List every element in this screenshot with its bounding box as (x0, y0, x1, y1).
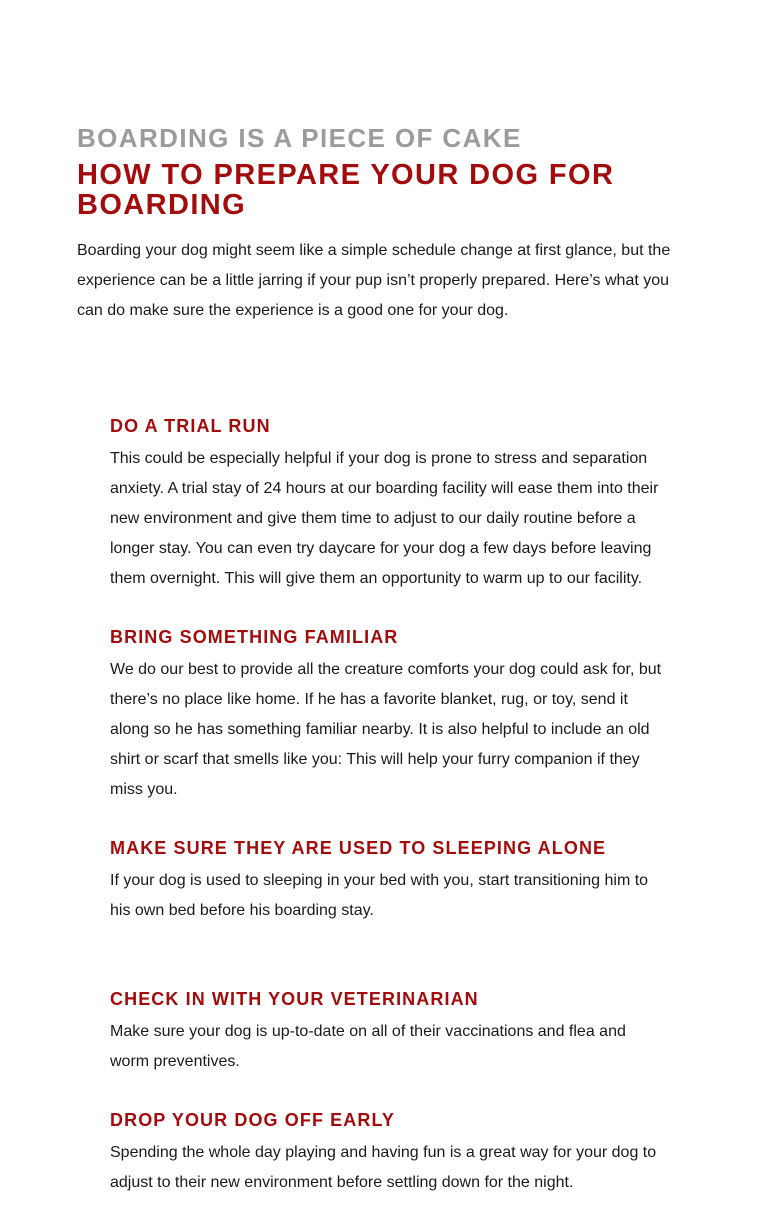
tip-sleeping-alone (110, 834, 666, 926)
page-eyebrow: BOARDING IS A PIECE OF CAKE (77, 123, 522, 153)
tips-list (110, 412, 666, 1198)
tip-check-veterinarian (110, 985, 666, 1077)
tip-heading: CHECK IN WITH YOUR VETERINARIAN (110, 989, 479, 1009)
page-title: HOW TO PREPARE YOUR DOG FOR BOARDING (77, 159, 615, 221)
tip-heading: DO A TRIAL RUN (110, 416, 271, 436)
intro-paragraph: Boarding your dog might seem like a simple schedule change at first glance, but the experience can be a little jarring if your pup isn’t properly prepared. Here’s what you can do make sure the experience is a good one for your dog. (77, 242, 671, 319)
tip-bring-something-familiar (110, 623, 666, 805)
tip-trial-run (110, 412, 666, 594)
intro-section (77, 122, 677, 326)
tip-drop-off-early (110, 1106, 666, 1198)
tip-heading: DROP YOUR DOG OFF EARLY (110, 1110, 396, 1130)
tip-heading: MAKE SURE THEY ARE USED TO SLEEPING ALONE (110, 838, 607, 858)
tip-body: This could be especially helpful if your dog is prone to stress and separation anxiety. A trial stay of 24 hours at our boarding facility will ease them into their new environment and give them time to adjust to our daily routine before a longer stay. You can even try daycare for your dog a few days before leaving them overnight. This will give them an opportunity to warm up to our facility. (110, 450, 659, 587)
tip-body: Spending the whole day playing and having fun is a great way for your dog to adjust to their new environment before settling down for the night. (110, 1144, 657, 1191)
tip-body: If your dog is used to sleeping in your bed with you, start transitioning him to his own bed before his boarding stay. (110, 872, 649, 919)
tip-heading: BRING SOMETHING FAMILIAR (110, 627, 399, 647)
tip-body: We do our best to provide all the creature comforts your dog could ask for, but there’s no place like home. If he has a favorite blanket, rug, or toy, send it along so he has something familiar nearby. It is also helpful to include an old shirt or scarf that smells like you: This will help your furry companion if they miss you. (110, 661, 662, 798)
tip-body: Make sure your dog is up-to-date on all of their vaccinations and flea and worm preventives. (110, 1023, 626, 1070)
